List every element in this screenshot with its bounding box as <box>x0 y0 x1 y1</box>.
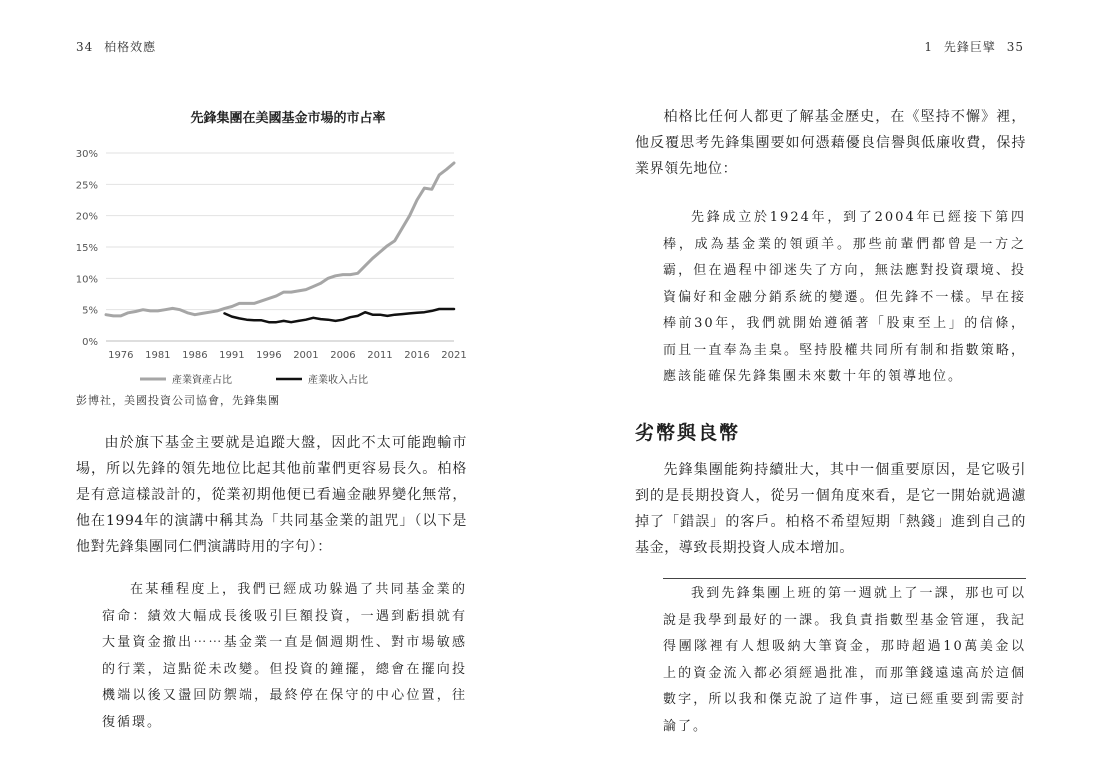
y-tick-label: 25% <box>75 180 98 192</box>
chart-svg <box>70 104 470 392</box>
right-blockquote-2: 我到先鋒集團上班的第一週就上了一課，那也可以說是我學到最好的一課。我負責指數型基金管運，我記得團隊裡有人想吸納大筆資金，那時超過10萬美金以上的資金流入都必須經過批准，而那筆錢遠遠高於這個數字，所以我和傑克說了這件事，這已經重要到需要討論了。 <box>663 586 1026 734</box>
left-blockquote: 在某種程度上，我們已經成功躲過了共同基金業的宿命：績效大幅成長後吸引巨額投資，一遇到虧損就有大量資金撤出⋯⋯基金業一直是個週期性、對市場敏感的行業，這點從未改變。但投資的鐘擺，總會在擺向投機端以後又盪回防禦端，最終停在保守的中心位置，往復循環。 <box>102 582 467 730</box>
right-blockquote-1: 先鋒成立於1924年，到了2004年已經接下第四棒，成為基金業的領頭羊。那些前輩們都曾是一方之霸，但在過程中卻迷失了方向，無法應對投資環境、投資偏好和金融分銷系統的變遷。但先鋒不一樣。早在接棒前30年，我們就開始遵循著「股東至上」的信條，而且一直奉為圭臬。堅持股權共同所有制和指數策略，應該能確保先鋒集團未來數十年的領導地位。 <box>663 210 1026 384</box>
x-tick-label: 2001 <box>293 350 319 361</box>
y-tick-label: 5% <box>82 305 98 317</box>
running-head-left <box>76 38 162 55</box>
left-paragraph-text: 由於旗下基金主要就是追蹤大盤，因此不太可能跑輸市場，所以先鋒的領先地位比起其他前輩們更容易長久。柏格是有意這樣設計的，從業初期他便已看遍金融界變化無常，他在1994年的演講中稱其為「共同基金業的詛咒」（以下是他對先鋒集團同仁們演講時用的字句）： <box>76 435 467 555</box>
left-paragraph <box>76 430 467 560</box>
x-tick-label: 2011 <box>367 350 393 361</box>
y-tick-label: 0% <box>82 337 98 348</box>
right-intro <box>635 104 1026 182</box>
running-head-right <box>924 38 1024 55</box>
legend-label: 產業資產占比 <box>172 375 232 386</box>
page-number-right: 35 <box>1006 40 1024 54</box>
page-number-left: 34 <box>76 40 94 54</box>
legend-label: 產業收入占比 <box>308 375 368 386</box>
x-tick-label: 1981 <box>145 350 171 361</box>
y-tick-label: 10% <box>75 274 98 286</box>
x-tick-label: 2006 <box>330 350 356 361</box>
x-tick-label: 2016 <box>404 350 430 361</box>
x-tick-label: 1991 <box>219 350 245 361</box>
y-tick-label: 15% <box>75 243 98 254</box>
chart-source: 彭博社，美國投資公司協會，先鋒集團 <box>76 394 280 407</box>
market-share-chart <box>70 104 470 392</box>
x-tick-label: 2021 <box>441 350 467 361</box>
series-line-0 <box>106 163 454 316</box>
quote-rule <box>663 578 1026 579</box>
chapter-number: 1 <box>924 40 934 54</box>
right-intro-text: 柏格比任何人都更了解基金歷史，在《堅持不懈》裡，他反覆思考先鋒集團要如何憑藉優良信譽與低廉收費，保持業界領先地位： <box>635 109 1026 177</box>
running-title-left: 柏格效應 <box>104 40 157 54</box>
x-tick-label: 1976 <box>108 350 134 361</box>
x-tick-label: 1986 <box>182 350 208 361</box>
right-paragraph-text: 先鋒集團能夠持續壯大，其中一個重要原因，是它吸引到的是長期投資人，從另一個角度來看，是它一開始就過濾掉了「錯誤」的客戶。柏格不希望短期「熱錢」進到自己的基金，導致長期投資人成本增加。 <box>635 462 1026 556</box>
section-heading: 劣幣與良幣 <box>635 422 741 444</box>
chapter-title: 先鋒巨擘 <box>943 40 996 54</box>
right-paragraph <box>635 457 1026 561</box>
series-line-1 <box>225 309 455 322</box>
y-tick-label: 20% <box>75 211 98 223</box>
x-tick-label: 1996 <box>256 350 282 361</box>
chart-title: 先鋒集團在美國基金市場的市占率 <box>190 111 386 126</box>
y-tick-label: 30% <box>75 149 98 160</box>
